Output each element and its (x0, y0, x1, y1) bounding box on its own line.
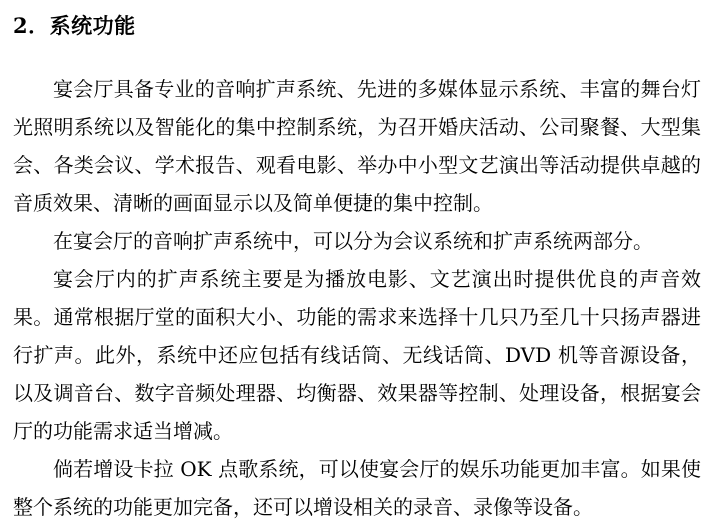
paragraph: 宴会厅具备专业的音响扩声系统、先进的多媒体显示系统、丰富的舞台灯光照明系统以及智能化的集中控制系统，为召开婚庆活动、公司聚餐、大型集会、各类会议、学术报告、观看电影、举办中小型文艺演出等活动提供卓越的音质效果、清晰的画面显示以及简单便捷的集中控制。 (13, 77, 701, 215)
paragraph: 在宴会厅的音响扩声系统中，可以分为会议系统和扩声系统两部分。 (53, 229, 653, 253)
section-heading: 2．系统功能 (13, 13, 136, 38)
paragraph: 宴会厅内的扩声系统主要是为播放电影、文艺演出时提供优良的声音效果。通常根据厅堂的面积大小、功能的需求来选择十几只乃至几十只扬声器进行扩声。此外，系统中还应包括有线话筒、无线话筒、DVD 机等音源设备，以及调音台、数字音频处理器、均衡器、效果器等控制、处理设备，根据宴会厅的功能需求适当增减。 (13, 267, 701, 443)
paragraph: 倘若增设卡拉 OK 点歌系统，可以使宴会厅的娱乐功能更加丰富。如果使整个系统的功能更加完备，还可以增设相关的录音、录像等设备。 (13, 457, 701, 519)
body-paragraphs (13, 70, 701, 526)
